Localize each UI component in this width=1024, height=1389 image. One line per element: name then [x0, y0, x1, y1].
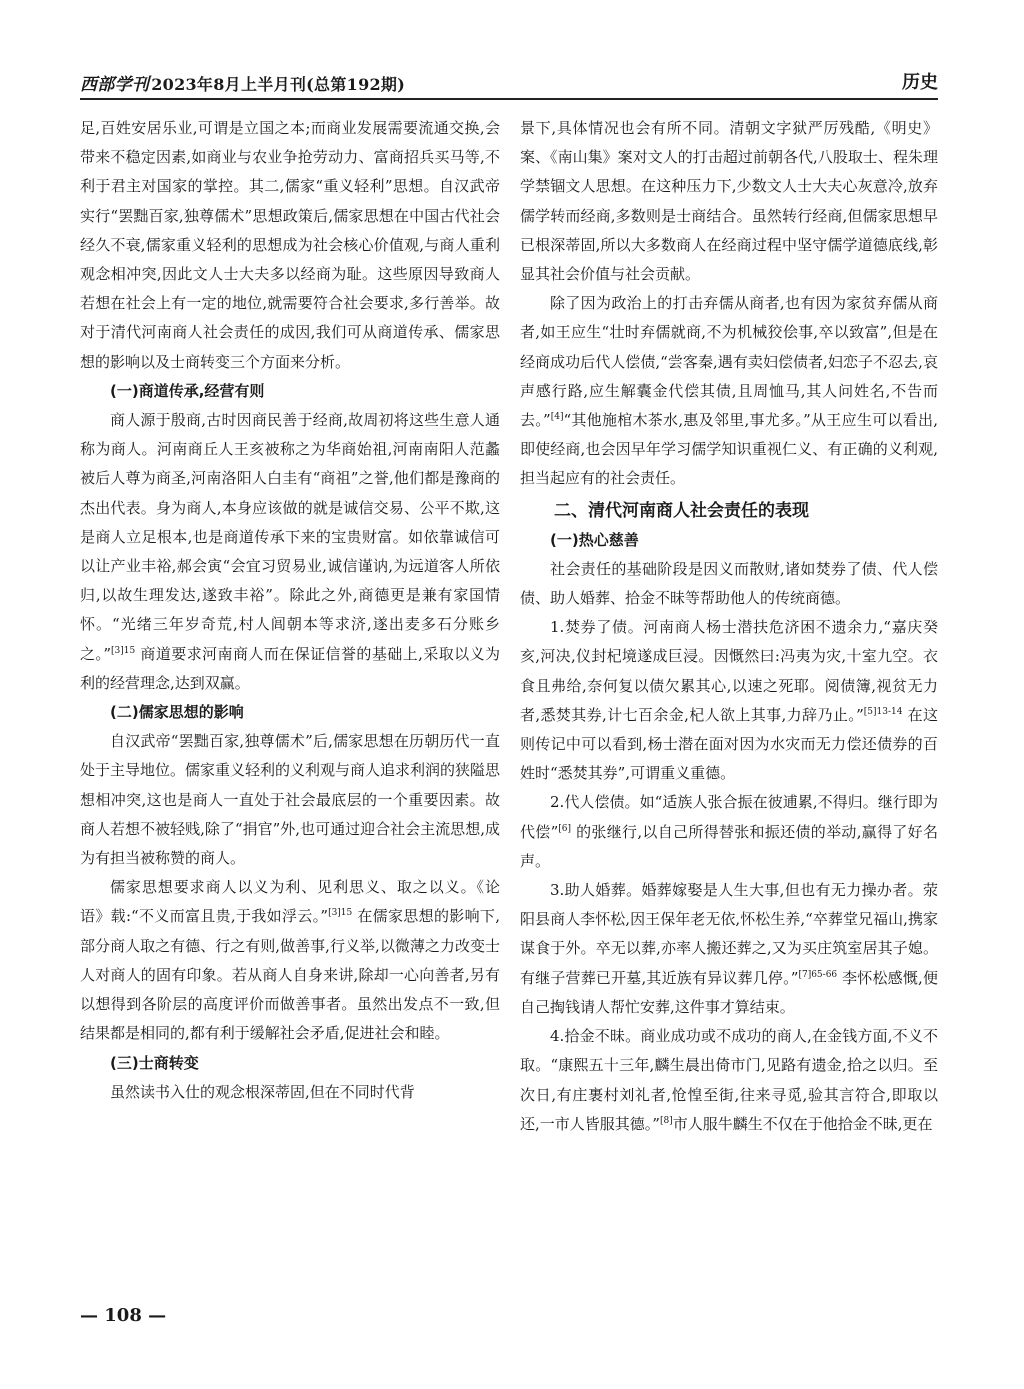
left-column: [80, 114, 500, 1107]
citation: [7]65-66: [798, 969, 838, 980]
paragraph: 虽然读书入仕的观念根深蒂固,但在不同时代背: [110, 1082, 415, 1101]
paragraph: 足,百姓安居乐业,可谓是立国之本;而商业发展需要流通交换,会带来不稳定因素,如商业与农业争抢劳动力、富商招兵买马等,不利于君主对国家的掌控。其二,儒家“重义轻利”思想。自汉武帝实行“罢黜百家,独尊儒术”思想政策后,儒家思想在中国古代社会经久不衰,儒家重义轻利的思想成为社会核心价值观,与商人重利观念相冲突,因此文人士大夫多以经商为耻。这些原因导致商人若想在社会上有一定的地位,就需要符合社会要求,多行善举。故对于清代河南商人社会责任的成因,我们可从商道传承、儒家思想的影响以及士商转变三个方面来分析。: [80, 119, 500, 371]
section-label: 历史: [902, 72, 938, 93]
citation: [4]: [550, 412, 564, 423]
citation: [3]15: [328, 908, 353, 919]
citation: [5]13-14: [863, 706, 903, 717]
paragraph: 儒家思想要求商人以义为利、见利思义、取之以义。《论语》载:“不义而富且贵,于我如浮云。”$^{[3]15}$ 在儒家思想的影响下,部分商人取之有德、行之有则,做善事,行义举,以微薄之力改变士人对商人的固有印象。若从商人自身来讲,除却一心向善者,另有以想得到各阶层的高度评价而做善事者。虽然出发点不一致,但结果都是相同的,都有利于缓解社会矛盾,促进社会和睦。: [80, 878, 500, 1043]
subheading: (一)商道传承,经营有则: [110, 381, 265, 400]
paragraph: 自汉武帝“罢黜百家,独尊儒术”后,儒家思想在历朝历代一直处于主导地位。儒家重义轻利的义利观与商人追求利润的狭隘思想相冲突,这也是商人一直处于社会最底层的一个重要因素。故商人若想不被轻贱,除了“捐官”外,也可通过迎合社会主流思想,成为有担当被称赞的商人。: [80, 732, 501, 868]
right-column: [520, 114, 938, 1139]
paragraph: 景下,具体情况也会有所不同。清朝文字狱严厉残酷,《明史》案、《南山集》案对文人的打击超过前朝各代,八股取士、程朱理学禁锢文人思想。在这种压力下,少数文人士大夫心灰意冷,放弃儒学转而经商,多数则是士商结合。虽然转行经商,但儒家思想早已根深蒂固,所以大多数商人在经商过程中坚守儒学道德底线,彰显其社会价值与社会贡献。: [520, 119, 938, 284]
paragraph: 4.拾金不昧。商业成功或不成功的商人,在金钱方面,不义不取。“康熙五十三年,麟生晨出倚市门,见路有遗金,拾之以归。至次日,有庄裹村刘礼者,怆惶至街,往来寻觅,验其言符合,即取以还,一市人皆服其德。”[8]市人服牛麟生不仅在于他拾金不昧,更在: [520, 1027, 938, 1133]
paragraph: 除了因为政治上的打击弃儒从商者,也有因为家贫弃儒从商者,如王应生“壮时弃儒就商,不为机械狡侩事,卒以致富”,但是在经商成功后代人偿债,“尝客秦,遇有卖妇偿债者,妇恋子不忍去,哀声感行路,应生解囊金代偿其债,且周恤马,其人问姓名,不告而去。”[4]“其他施棺木茶水,惠及邻里,事尤多。”从王应生可以看出,即使经商,也会因早年学习儒学知识重视仁义、有正确的义利观,担当起应有的社会责任。: [520, 294, 938, 488]
paragraph: 2.代人偿债。如“适族人张合振在彼逋累,不得归。继行即为代偿”[6] 的张继行,以自己所得替张和振还债的举动,赢得了好名声。: [520, 793, 938, 870]
section-title: 二、清代河南商人社会责任的表现: [554, 500, 809, 521]
paragraph: 1.焚券了债。河南商人杨士潜扶危济困不遗余力,“嘉庆癸亥,河决,仪封杞境遂成巨浸。因慨然曰:冯夷为灾,十室九空。衣食且弗给,奈何复以债欠累其心,以速之死耶。阅债簿,视贫无力者,悉焚其券,计七百余金,杞人欲上其事,力辞乃止。”$^{[5]13-14}$ 在这则传记中可以看到,杨士潜在面对因为水灾而无力偿还债券的百姓时“悉焚其券”,可谓重义重德。: [520, 618, 938, 783]
journal-issue-line: [80, 70, 405, 95]
paragraph: 商人源于殷商,古时因商民善于经商,故周初将这些生意人通称为商人。河南商丘人王亥被称之为华商始祖,河南南阳人范蠡被后人尊为商圣,河南洛阳人白圭有“商祖”之誉,他们都是豫商的杰出代表。身为商人,本身应该做的就是诚信交易、公平不欺,这是商人立足根本,也是商道传承下来的宝贵财富。如依靠诚信可以让产业丰裕,郝会寅“会宜习贸易业,诚信谨讷,为远道客人所依归,以故生理发达,遂致丰裕”。除此之外,商德更是兼有家国情怀。“光绪三年岁奇荒,村人闾朝本等求济,遂出麦多石分账乡之。”$^{[3]15}$ 商道要求河南商人而在保证信誉的基础上,采取以义为利的经营理念,达到双赢。: [80, 411, 500, 692]
header-rule: [80, 98, 938, 100]
citation: [8]: [659, 1115, 673, 1126]
subheading: (一)热心慈善: [550, 530, 639, 549]
citation: [6]: [558, 823, 572, 834]
paragraph: 3.助人婚葬。婚葬嫁娶是人生大事,但也有无力操办者。荥阳县商人李怀松,因王保年老无依,怀松生养,“卒葬堂兄福山,携家谋食于外。卒无以葬,亦率人搬还葬之,又为买庄筑室居其子媳。有继子营葬已开墓,其近族有异议葬几停。”$^{[7]65-66}$ 李怀松感慨,便自己掏钱请人帮忙安葬,这件事才算结束。: [520, 881, 938, 1016]
issue-label: 2023年8月上半月刊(总第192期): [151, 75, 406, 94]
citation: [3]15: [111, 645, 136, 656]
subheading: (三)士商转变: [110, 1053, 199, 1072]
running-header: [80, 68, 938, 96]
subheading: (二)儒家思想的影响: [110, 703, 244, 722]
paragraph: 社会责任的基础阶段是因义而散财,诸如焚券了债、代人偿债、助人婚葬、拾金不昧等帮助他人的传统商德。: [520, 559, 938, 608]
journal-logo: 西部学刊: [80, 75, 150, 95]
page-number: — 108 —: [80, 1305, 167, 1326]
